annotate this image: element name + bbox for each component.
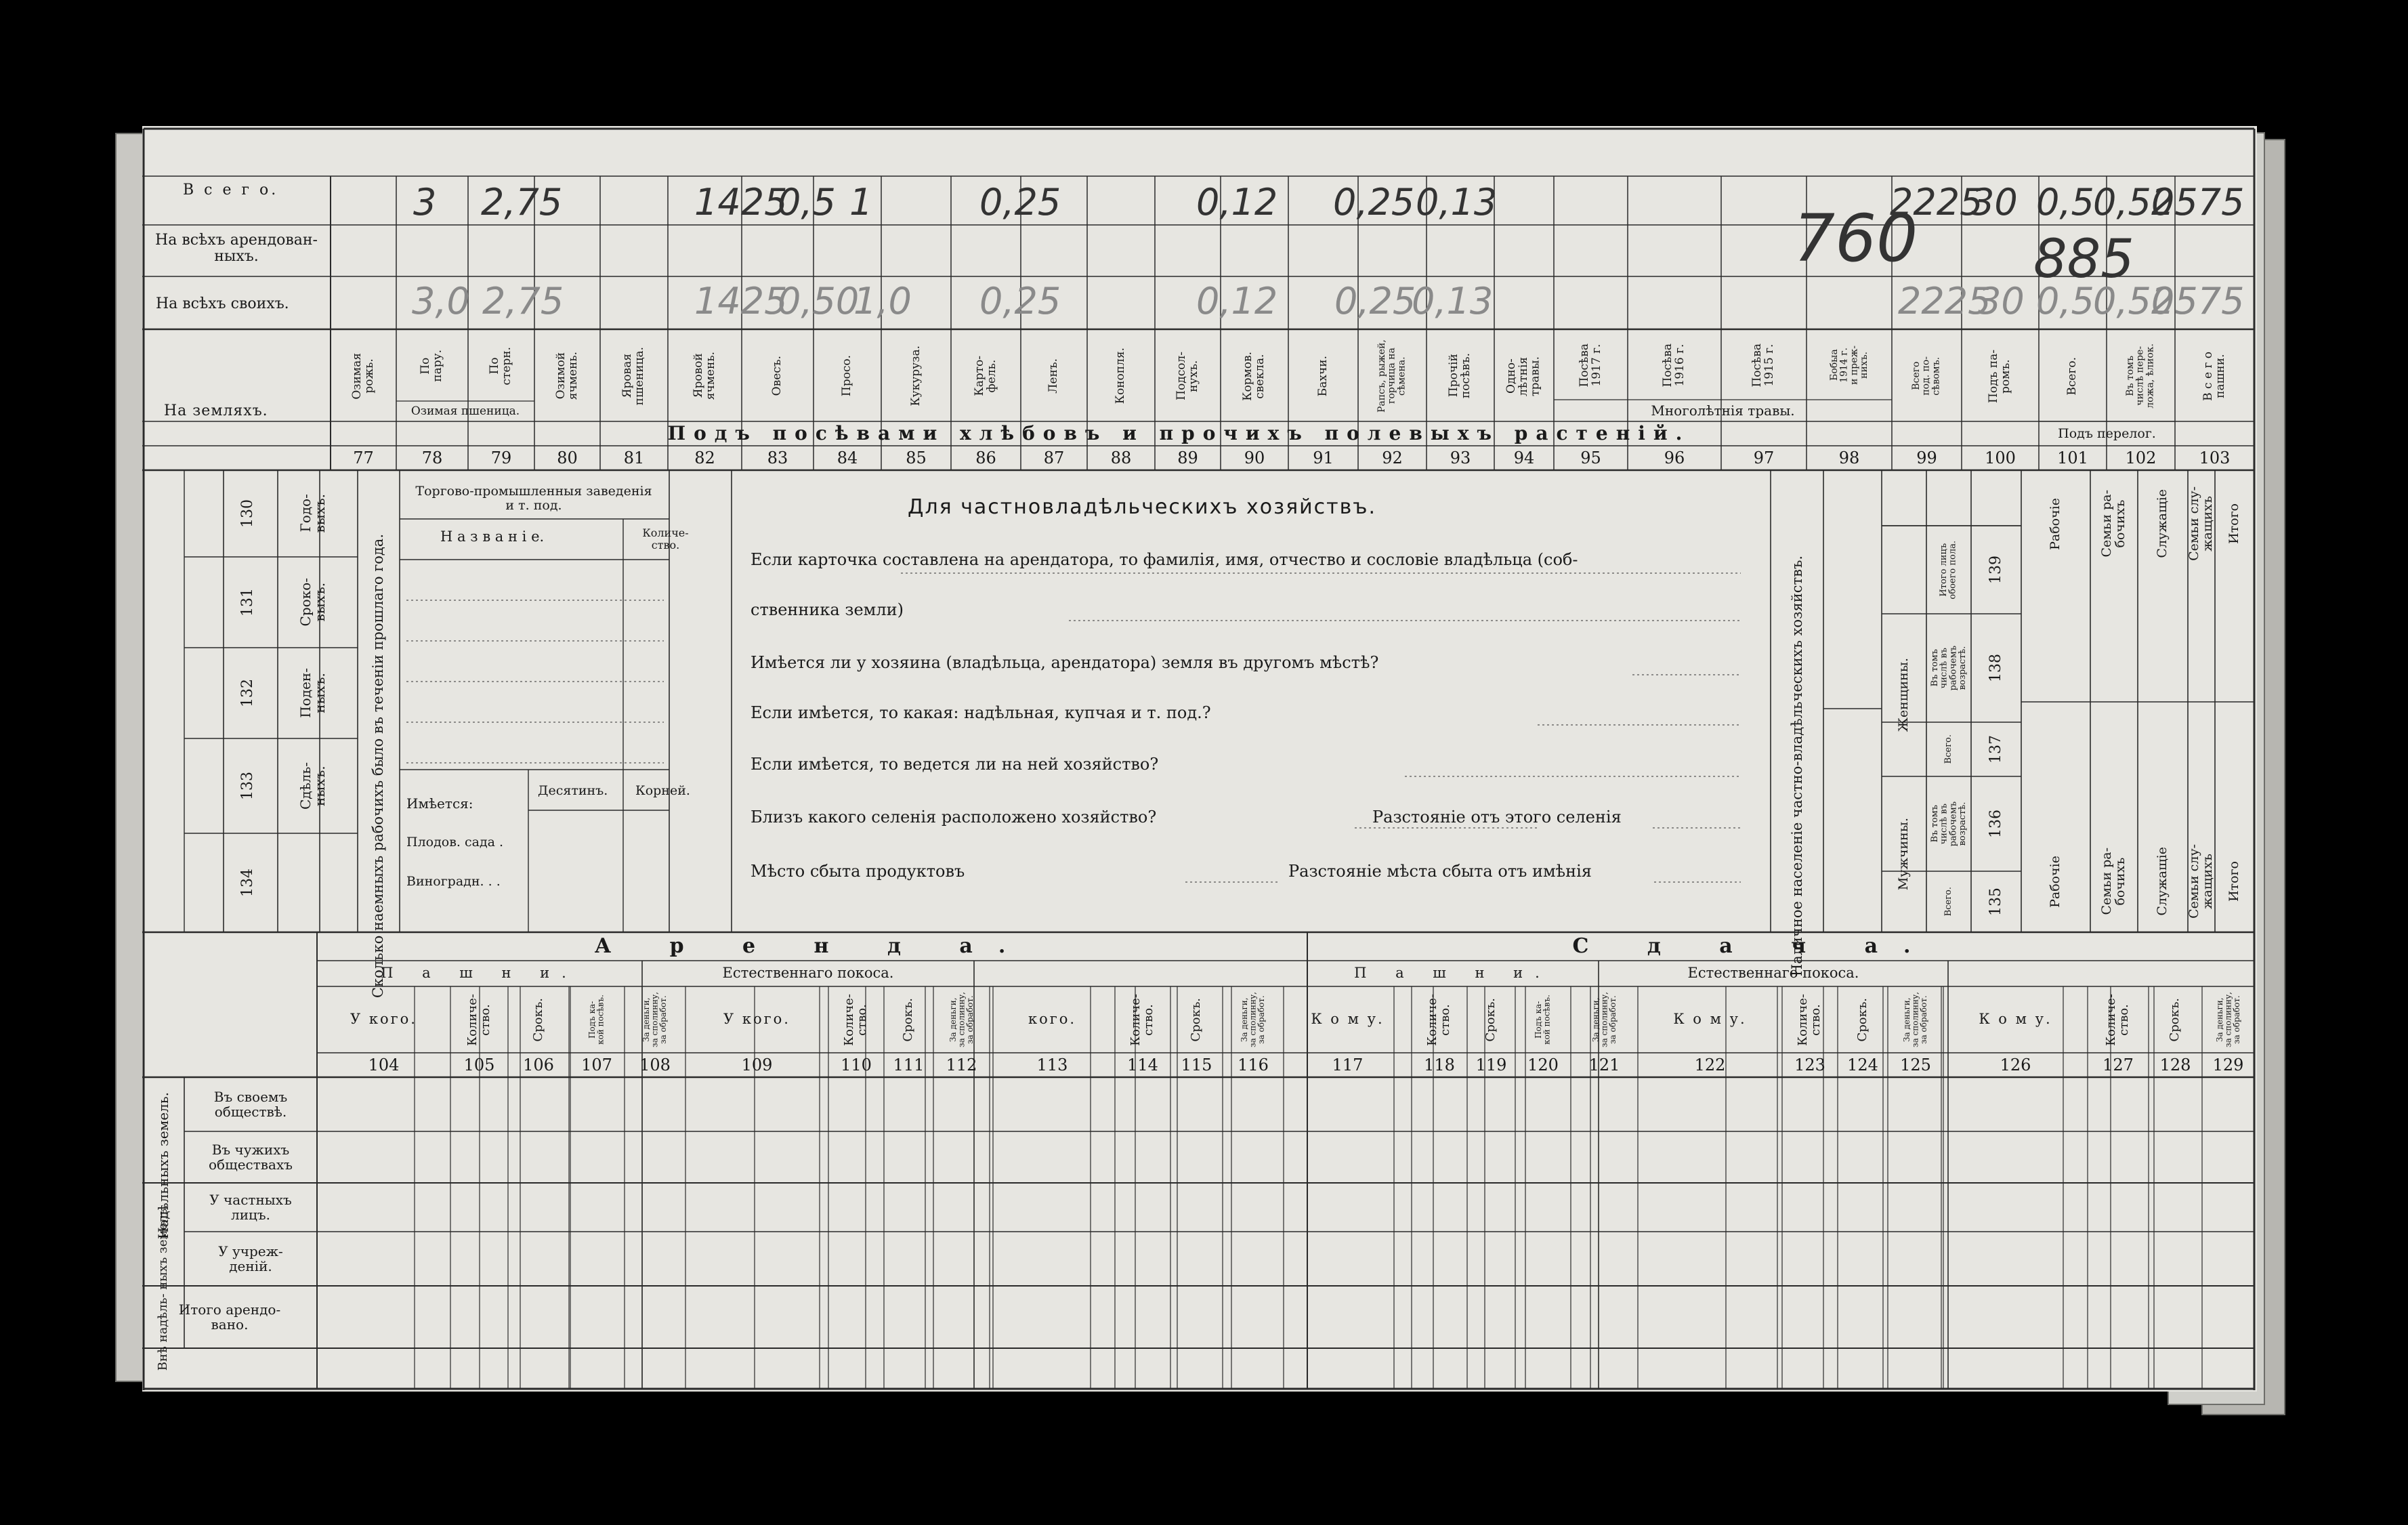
handwritten-own-8: 0,13 [1412,280,1494,322]
col-header-93: Прочій посѣвъ. [1447,353,1473,399]
bottom-row-label-3: У учреж- деній. [218,1243,283,1274]
bottom-header-128: Срокъ. [2168,997,2182,1042]
col-header-94: Одно- лѣтнія травы. [1504,356,1542,396]
col-header-101: Всего. [2065,356,2079,396]
trade-name-header: Н а з в а н і е. [440,528,545,545]
col-header-87: Ленъ. [1047,358,1061,394]
handwritten-total-6: 0,12 [1196,181,1278,224]
col-number-80: 80 [557,448,578,467]
bottom-col-number-125: 125 [1900,1055,1931,1074]
private-line-6b: Разстояніе отъ этого селенія [1372,808,1622,827]
mnogoletnie-travy-label: Многолѣтнія травы. [1651,402,1795,419]
col-number-101: 101 [2057,448,2088,467]
handwritten-total-14: 2575 [2151,181,2245,224]
col-header-95: Посѣва 1917 г. [1577,343,1603,388]
bottom-header-119: Срокъ. [1483,997,1498,1042]
col-number-81: 81 [623,448,645,467]
arenda-pashni-label: П а ш н и. [381,965,578,982]
private-line-3: Имѣется ли у хозяина (владѣльца, арендатора) земля въ другомъ мѣстѣ? [751,653,1379,672]
handwritten-total-1: 2,75 [481,181,563,224]
handwritten-total-10: 2225 [1890,181,1983,224]
bottom-col-number-127: 127 [2103,1055,2134,1074]
bottom-col-number-119: 119 [1475,1055,1507,1074]
handwritten-own-13: 2575 [2151,280,2245,322]
col-header-79: По стерн. [488,346,513,385]
population-num-136: 136 [1987,810,2005,838]
pod-perelog-label: Подъ перелог. [2058,425,2156,441]
vinograd-label: Виноградн. . . [406,874,501,889]
handwritten-total-12: 0,5 [2036,181,2094,224]
bottom-col-number-106: 106 [523,1055,554,1074]
handwritten-own-6: 0,12 [1196,280,1278,322]
col-number-84: 84 [837,448,858,467]
bottom-header-104: У кого. [350,1011,417,1028]
plod-sad-label: Плодов. сада . [406,835,504,850]
korney-header: Корней. [635,783,690,798]
col-header-91: Бахчи. [1315,355,1330,397]
col-header-78: По пару. [419,350,444,382]
hired-col-label-132: Поден- ныхъ. [297,668,328,718]
desyatin-header: Десятинъ. [538,783,608,798]
bottom-col-number-126: 126 [2000,1055,2031,1074]
private-line-6: Близъ какого селенія расположено хозяйство? [751,808,1157,827]
bottom-col-number-115: 115 [1181,1055,1212,1074]
right-col-bottom-1: Семьи ра- бочихъ [2099,848,2128,915]
population-label-135: Всего. [1943,887,1954,917]
bottom-col-number-110: 110 [841,1055,872,1074]
hired-workers-label: Сколько наемныхъ рабочихъ было въ теченіи прошлаго года. [369,534,386,999]
col-header-86: Карто- фель. [972,356,998,396]
handwritten-own-5: 0,25 [979,280,1061,322]
handwritten-total-11: 30 [1971,181,2018,224]
population-num-135: 135 [1987,887,2005,916]
col-number-89: 89 [1177,448,1198,467]
right-col-top-3: Семьи слу- жащихъ [2187,486,2215,561]
bottom-header-105: Количе- ство. [465,993,492,1046]
bottom-header-112: За деньги, за сполинну, за обработ. [948,992,975,1047]
bottom-header-126: К о м у. [1979,1011,2052,1028]
handwritten-own-11: 0,5 [2036,280,2094,322]
men-label: Мужчины. [1896,818,1911,891]
col-number-86: 86 [975,448,996,467]
bottom-row-label-1: Въ чужихъ обществахъ [209,1142,293,1173]
col-number-94: 94 [1513,448,1535,467]
bottom-header-115: Срокъ. [1189,997,1204,1042]
bottom-col-number-122: 122 [1694,1055,1726,1074]
col-number-77: 77 [353,448,374,467]
bottom-header-114: Количе- ство. [1128,993,1156,1046]
population-label-136: Въ томъ числѣ въ рабочемъ возрастѣ. [1929,801,1968,847]
col-number-88: 88 [1110,448,1132,467]
bottom-header-106: Срокъ. [530,997,545,1042]
private-line-2: ственника земли) [751,600,904,619]
handwritten-total-8: 0,13 [1416,181,1498,224]
private-line-5: Если имѣется, то ведется ли на ней хозяйство? [751,755,1159,774]
col-number-82: 82 [694,448,715,467]
handwritten-own-9: 2225 [1898,280,1991,322]
col-number-102: 102 [2125,448,2157,467]
right-col-bottom-2: Служащіе [2155,847,2170,916]
col-header-80: Озимой ячмень. [553,352,580,400]
row-label-na-zemlyah: На земляхъ. [164,402,268,419]
hired-col-num-130: 130 [239,499,257,528]
population-num-139: 139 [1987,556,2005,584]
bottom-header-107: Подъ ка- кой посѣвъ. [587,995,606,1045]
nadel-label: Надѣльныхъ земель. [154,1092,171,1240]
row-label-svoih: На всѣхъ своихъ. [156,295,289,312]
bottom-col-number-118: 118 [1424,1055,1455,1074]
women-label: Женщины. [1896,658,1911,732]
bottom-row-label-4: Итого арендо- вано. [178,1301,281,1333]
right-col-bottom-4: Итого [2226,861,2242,902]
handwritten-total-13: 0,50 [2093,181,2175,224]
bottom-col-number-107: 107 [581,1055,612,1074]
col-header-96: Посѣва 1916 г. [1661,343,1687,388]
census-form-page [142,126,2257,1392]
bottom-header-117: К о м у. [1311,1011,1385,1028]
private-line-1: Если карточка составлена на арендатора, то фамилія, имя, отчество и сословіе владѣльца (соб- [751,550,1578,569]
bottom-col-number-113: 113 [1036,1055,1068,1074]
hired-col-label-131: Сроко- выхъ. [297,578,328,627]
right-col-bottom-0: Рабочіе [2048,855,2063,908]
col-header-99: Всего под. по- сѣвомъ. [1911,356,1942,396]
col-header-82: Яровой ячмень. [691,352,717,400]
bottom-header-108: За деньги, за сполинну, за обработ. [641,992,669,1047]
bottom-header-118: Количе- ство. [1425,993,1452,1046]
right-col-top-1: Семьи ра- бочихъ [2099,490,2128,558]
col-number-98: 98 [1838,448,1860,467]
private-title: Для частновладѣльческихъ хозяйствъ. [908,495,1377,519]
col-number-100: 100 [1985,448,2016,467]
bottom-col-number-129: 129 [2212,1055,2244,1074]
handwritten-own-7: 0,25 [1334,280,1416,322]
bottom-col-number-104: 104 [368,1055,400,1074]
bottom-header-121: За деньги, за сполинну, за обработ. [1590,992,1618,1047]
bottom-col-number-123: 123 [1794,1055,1825,1074]
handwritten-own-2: 1425 [694,280,788,322]
bottom-header-110: Количе- ство. [842,993,869,1046]
col-number-103: 103 [2199,448,2231,467]
arenda-pokos-label: Естественнаго покоса. [722,965,894,982]
private-line-4: Если имѣется, то какая: надѣльная, купчая и т. под.? [751,703,1211,722]
right-col-top-4: Итого [2226,503,2242,544]
col-header-83: Овесъ. [770,356,784,396]
trade-qty-header: Количе- ство. [642,526,689,551]
handwritten-total-9: 760 [1794,201,1918,276]
bottom-col-number-120: 120 [1527,1055,1559,1074]
bottom-header-123: Количе- ство. [1796,993,1823,1046]
right-col-top-0: Рабочіе [2048,497,2063,550]
col-header-88: Конопля. [1114,348,1128,404]
bottom-header-113: кого. [1028,1011,1077,1028]
sdacha-title: С д а ч а. [1572,934,1937,958]
bottom-row-label-2: У частныхъ лицъ. [209,1192,292,1223]
hired-col-label-130: Годо- выхъ. [297,494,328,533]
bottom-header-122: К о м у. [1673,1011,1747,1028]
handwritten-own-1: 2,75 [482,280,564,322]
col-header-92: Рапсъ, рыжей, горчица на сѣмена. [1376,339,1408,413]
private-line-7: Мѣсто сбыта продуктовъ [751,862,965,881]
trade-title: Торгово-промышленныя заведенія и т. под. [415,484,652,513]
col-header-102: Въ томъ числѣ пере- ложа, ѣлиок. [2125,343,2156,409]
hired-col-label-133: Сдѣль- ныхъ. [297,761,328,810]
bottom-col-number-124: 124 [1847,1055,1878,1074]
posev-banner: Подъ посѣвами хлѣбовъ и прочихъ полевыхъ растеній. [667,421,1691,444]
col-header-90: Кормов. свекла. [1241,351,1267,401]
imeetsya-label: Имѣется: [406,795,473,812]
bottom-col-number-108: 108 [639,1055,671,1074]
handwritten-total-5: 0,25 [979,181,1061,224]
handwritten-total-3: 0,5 [778,181,836,224]
col-number-91: 91 [1313,448,1334,467]
bottom-col-number-112: 112 [946,1055,977,1074]
col-number-96: 96 [1664,448,1685,467]
bottom-col-number-117: 117 [1332,1055,1364,1074]
bottom-col-number-105: 105 [463,1055,495,1074]
bottom-header-111: Срокъ. [901,997,916,1042]
handwritten-own-0: 3,0 [412,280,470,322]
bottom-col-number-111: 111 [893,1055,925,1074]
bottom-header-129: За деньги, за сполинну, за обработ. [2214,992,2241,1047]
col-header-100: Подъ па- ромъ. [1987,349,2012,403]
col-number-79: 79 [490,448,512,467]
ozimaya-pshenitsa-label: Озимая пшеница. [410,404,520,418]
population-label-138: Въ томъ числѣ въ рабочемъ возрастѣ. [1929,645,1968,691]
bottom-header-124: Срокъ. [1855,997,1870,1042]
bottom-col-number-116: 116 [1238,1055,1269,1074]
bottom-col-number-128: 128 [2159,1055,2191,1074]
col-number-99: 99 [1916,448,1937,467]
col-number-92: 92 [1382,448,1403,467]
bottom-col-number-121: 121 [1588,1055,1620,1074]
bottom-header-125: За деньги, за сполинну, за обработ. [1902,992,1929,1047]
arenda-title: А р е н д а. [594,934,1032,958]
bottom-col-number-109: 109 [741,1055,773,1074]
population-label-137: Всего. [1943,734,1954,764]
col-header-81: Яровая пшеница. [620,346,646,406]
col-number-93: 93 [1450,448,1471,467]
population-num-137: 137 [1987,735,2005,764]
population-title: Наличное населеніе частно-владѣльческихъ хозяйствъ. [1788,556,1805,977]
col-number-78: 78 [421,448,443,467]
col-header-89: Подсол- нухъ. [1174,352,1200,400]
col-header-84: Просо. [840,355,854,397]
bottom-col-number-114: 114 [1127,1055,1158,1074]
private-line-7b: Разстояніе мѣста сбыта отъ имѣнія [1288,862,1592,881]
row-label-arendovannyh: На всѣхъ арендован- ныхъ. [155,231,318,265]
handwritten-leased-value: 885 [2033,229,2134,290]
handwritten-total-4: 1 [849,181,873,224]
handwritten-total-2: 1425 [694,181,788,224]
vne-nadel-label: Внѣ надѣль- ныхъ земель. [155,1205,170,1371]
col-header-98: Бобыа 1914 г. и преж- нихъ. [1828,346,1870,385]
col-number-97: 97 [1753,448,1775,467]
handwritten-own-3: 0,50 [778,280,860,322]
sdacha-pashni-label: П а ш н и. [1354,965,1552,982]
col-header-103: В с е г о пашни. [2201,351,2227,401]
population-num-138: 138 [1987,654,2005,682]
hired-col-num-134: 134 [239,869,257,897]
handwritten-own-4: 1,0 [853,280,912,322]
hired-col-num-131: 131 [239,588,257,617]
population-label-139: Итого лицъ обоего пола. [1939,540,1958,600]
right-col-bottom-3: Семьи слу- жащихъ [2187,844,2215,919]
bottom-header-109: У кого. [723,1011,790,1028]
sdacha-pokos-label: Естественнаго покоса. [1687,965,1859,982]
bottom-header-116: За деньги, за сполинну, за обработ. [1240,992,1267,1047]
col-number-95: 95 [1580,448,1601,467]
col-header-85: Кукуруза. [908,346,923,406]
row-label-vsego: В с е г о. [183,182,279,199]
col-number-83: 83 [767,448,788,467]
col-number-87: 87 [1043,448,1065,467]
handwritten-own-12: 0,50 [2093,280,2175,322]
bottom-header-120: Подъ ка- кой посѣвъ. [1534,995,1552,1045]
handwritten-own-10: 30 [1978,280,2025,322]
handwritten-total-7: 0,25 [1333,181,1415,224]
col-number-85: 85 [906,448,927,467]
col-header-77: Озимая рожь. [350,352,376,400]
col-header-97: Посѣва 1915 г. [1750,343,1776,388]
hired-col-num-133: 133 [239,772,257,800]
col-number-90: 90 [1244,448,1265,467]
right-col-top-2: Служащіе [2155,489,2170,558]
bottom-header-127: Количе- ство. [2104,993,2131,1046]
bottom-row-label-0: Въ своемъ обществѣ. [213,1089,288,1120]
handwritten-total-0: 3 [413,181,437,224]
hired-col-num-132: 132 [239,679,257,707]
